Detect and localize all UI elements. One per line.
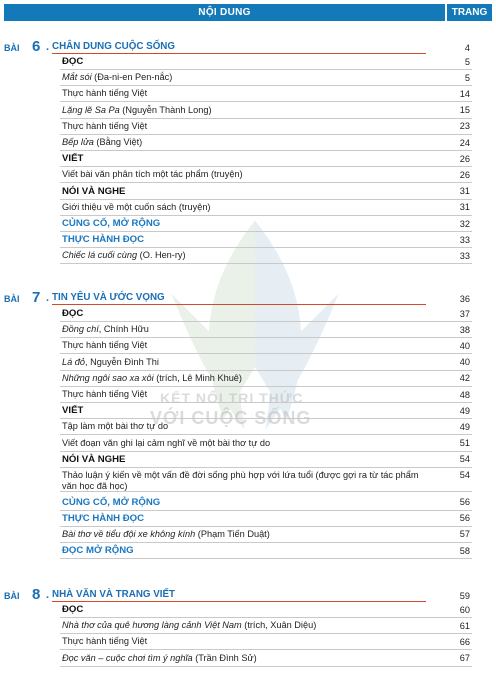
lesson-heading[interactable] xyxy=(4,36,472,54)
lesson-page-number: 59 xyxy=(459,591,470,601)
header-page-label: TRANG xyxy=(447,4,492,21)
toc-entry-row[interactable] xyxy=(60,371,472,387)
toc-section-row[interactable] xyxy=(60,602,472,618)
entry-detail: Thực hành tiếng Việt xyxy=(62,120,148,131)
lesson-title: TIN YÊU VÀ ƯỚC VỌNG xyxy=(52,292,426,305)
toc-entry-row[interactable] xyxy=(60,248,472,264)
toc-page-number: 57 xyxy=(459,529,470,540)
work-title: Đọc văn – cuộc chơi tìm ý nghĩa xyxy=(62,652,193,663)
entry-detail: , Nguyễn Đình Thi xyxy=(85,356,159,367)
toc-page-number: 37 xyxy=(459,308,470,319)
toc-page-number: 5 xyxy=(464,56,470,67)
watermark-line-1: KẾT NỐI TRI THỨC xyxy=(160,390,304,406)
lesson-number-dot: . xyxy=(46,41,50,53)
toc-entry-title: THỰC HÀNH ĐỌC xyxy=(62,512,145,524)
toc-entry-title: ĐỌC xyxy=(62,308,84,319)
toc-entry-title: THỰC HÀNH ĐỌC xyxy=(62,234,145,246)
toc-entry-title: NÓI VÀ NGHE xyxy=(62,453,126,465)
toc-entry-row[interactable] xyxy=(60,135,472,151)
toc-entry-title xyxy=(60,421,432,432)
toc-page-number: 33 xyxy=(459,234,470,245)
toc-section-row[interactable] xyxy=(60,151,472,167)
toc-entry-row[interactable] xyxy=(60,355,472,371)
toc-entry-title xyxy=(60,620,432,631)
toc-page-number: 40 xyxy=(459,340,470,351)
toc-entry-row[interactable] xyxy=(60,103,472,119)
toc-entry-title xyxy=(60,105,432,116)
toc-entry-row[interactable] xyxy=(60,322,472,338)
toc-entry-row[interactable] xyxy=(60,338,472,354)
toc-entry-title: ĐỌC MỞ RỘNG xyxy=(62,545,134,557)
toc-section-row[interactable] xyxy=(60,495,472,511)
toc-entry-title xyxy=(60,137,432,148)
toc-page-number: 66 xyxy=(459,636,470,647)
toc-entry-row[interactable] xyxy=(60,651,472,667)
toc-entry-row[interactable] xyxy=(60,167,472,183)
entry-detail: Tập làm một bài thơ tự do xyxy=(62,421,169,432)
work-title: Mắt sói xyxy=(62,72,92,83)
toc-entry-title xyxy=(60,121,432,132)
toc-entry-title: CỦNG CỐ, MỞ RỘNG xyxy=(62,496,161,508)
toc-page-number: 32 xyxy=(459,218,470,229)
lesson-label: BÀI xyxy=(4,43,20,53)
work-title: Lặng lẽ Sa Pa xyxy=(62,104,120,115)
toc-section-row[interactable] xyxy=(60,543,472,559)
toc-entry-row[interactable] xyxy=(60,70,472,86)
toc-entry-title xyxy=(60,389,432,400)
toc-entry-title: CỦNG CỐ, MỞ RỘNG xyxy=(62,218,161,229)
toc-entry-row[interactable] xyxy=(60,86,472,102)
toc-entry-title: ĐỌC xyxy=(62,604,84,615)
toc-page-number: 31 xyxy=(459,186,470,197)
entry-detail: , Chính Hữu xyxy=(98,324,149,335)
toc-page-number: 54 xyxy=(459,470,470,480)
toc-entry-row[interactable] xyxy=(60,527,472,543)
entry-detail: Thực hành tiếng Việt xyxy=(62,340,148,351)
entry-detail: Viết bài văn phân tích một tác phẩm (truyện) xyxy=(62,169,243,180)
toc-entry-row[interactable] xyxy=(60,468,472,492)
lesson-title: CHÂN DUNG CUỘC SỐNG xyxy=(52,41,426,54)
toc-entry-title xyxy=(60,340,432,351)
toc-section-row[interactable] xyxy=(60,184,472,200)
entry-detail: (O. Hen-ry) xyxy=(137,250,186,261)
toc-page-number: 24 xyxy=(459,137,470,148)
entry-detail: Thực hành tiếng Việt xyxy=(62,636,148,647)
toc-page-number: 49 xyxy=(459,421,470,432)
toc-page-number: 67 xyxy=(459,653,470,664)
toc-page-number: 40 xyxy=(459,357,470,368)
toc-page-number: 31 xyxy=(459,202,470,213)
toc-page-number: 56 xyxy=(459,497,470,507)
toc-section-row[interactable] xyxy=(60,403,472,419)
lesson-page-number: 4 xyxy=(464,43,470,53)
header-content-label: NỘI DUNG xyxy=(4,4,445,21)
entry-detail: (Bằng Việt) xyxy=(93,137,143,147)
toc-entry-title xyxy=(60,529,432,540)
entry-detail: Giới thiệu về một cuốn sách (truyện) xyxy=(62,201,211,212)
toc-page-number: 49 xyxy=(459,405,470,416)
toc-page-number: 26 xyxy=(459,153,470,164)
toc-entry-title xyxy=(60,470,432,492)
watermark-line-2: VỚI CUỘC SỐNG xyxy=(150,408,312,428)
toc-page-number: 38 xyxy=(459,324,470,335)
toc-entry-title xyxy=(60,636,432,647)
entry-detail: (Phạm Tiến Duật) xyxy=(195,528,270,539)
toc-page-number: 15 xyxy=(459,105,470,116)
lesson-heading[interactable] xyxy=(4,584,472,602)
toc-entry-row[interactable] xyxy=(60,618,472,634)
toc-entry-title xyxy=(60,438,432,449)
toc-page-number: 61 xyxy=(459,620,470,631)
lesson-label: BÀI xyxy=(4,294,20,304)
toc-entry-title xyxy=(60,88,432,99)
toc-entry-row[interactable] xyxy=(60,200,472,216)
toc-entry-title xyxy=(60,357,432,368)
toc-entry-title: NÓI VÀ NGHE xyxy=(62,185,126,197)
toc-page-number: 51 xyxy=(459,438,470,449)
lesson-heading[interactable] xyxy=(4,287,472,305)
toc-entry-row[interactable] xyxy=(60,436,472,452)
toc-entry-title xyxy=(60,169,432,180)
toc-entry-title xyxy=(60,202,432,213)
toc-page-number: 14 xyxy=(459,88,470,99)
lesson-page-number: 36 xyxy=(459,294,470,304)
toc-section-row[interactable] xyxy=(60,306,472,322)
work-title: Những ngôi sao xa xôi xyxy=(62,372,154,383)
toc-entry-row[interactable] xyxy=(60,387,472,403)
work-title: Bếp lửa xyxy=(62,137,94,147)
entry-detail: (Trần Đình Sử) xyxy=(192,652,257,663)
toc-page-number: 54 xyxy=(459,454,470,465)
toc-entry-row[interactable] xyxy=(60,419,472,435)
toc-entry-title xyxy=(60,250,432,261)
lesson-number: 8 xyxy=(32,586,41,603)
toc-section-row[interactable] xyxy=(60,232,472,248)
entry-detail: Thực hành tiếng Việt xyxy=(62,88,148,99)
entry-detail: Viết đoạn văn ghi lại cảm nghĩ về một bài thơ tự do xyxy=(62,437,271,448)
toc-section-row[interactable] xyxy=(60,511,472,527)
lesson-label: BÀI xyxy=(4,591,20,601)
toc-page-number: 56 xyxy=(459,513,470,524)
toc-page-number: 33 xyxy=(459,250,470,261)
toc-page-number: 48 xyxy=(459,389,470,400)
work-title: Bài thơ về tiểu đội xe không kính xyxy=(62,528,196,539)
entry-detail: (trích, Lê Minh Khuê) xyxy=(153,372,242,383)
toc-page-number: 26 xyxy=(459,169,470,180)
toc-section-row[interactable] xyxy=(60,452,472,468)
lesson-number-dot: . xyxy=(46,292,50,304)
toc-entry-title xyxy=(60,653,432,664)
toc-entry-row[interactable] xyxy=(60,634,472,650)
toc-section-row[interactable] xyxy=(60,216,472,232)
toc-entry-title xyxy=(60,72,432,83)
toc-page-number: 23 xyxy=(459,121,470,132)
entry-detail: Thực hành tiếng Việt xyxy=(62,389,148,399)
toc-page-number: 5 xyxy=(464,72,470,83)
toc-page-number: 58 xyxy=(459,545,470,556)
toc-page-number: 42 xyxy=(459,373,470,384)
work-title: Nhà thơ của quê hương làng cảnh Việt Nam xyxy=(62,620,242,631)
lesson-title: NHÀ VĂN VÀ TRANG VIẾT xyxy=(52,589,426,602)
lesson-number-dot: . xyxy=(46,589,50,601)
lesson-number: 6 xyxy=(32,38,41,55)
toc-section-row[interactable] xyxy=(60,54,472,70)
lesson-number: 7 xyxy=(32,289,41,306)
entry-detail: (Nguyễn Thành Long) xyxy=(119,104,212,115)
toc-entry-title xyxy=(60,373,432,384)
toc-entry-row[interactable] xyxy=(60,119,472,135)
toc-entry-title: VIẾT xyxy=(62,153,84,165)
entry-detail: Thảo luận ý kiến về một vấn đề đời sống phù hợp với lứa tuổi (được gợi ra từ tác phẩm văn học đã học) xyxy=(62,470,419,491)
work-title: Chiếc lá cuối cùng xyxy=(62,250,138,261)
work-title: Lá đỏ xyxy=(62,356,85,367)
toc-page-number: 60 xyxy=(459,604,470,615)
toc-header xyxy=(4,4,492,21)
toc-entry-title: VIẾT xyxy=(62,405,84,417)
entry-detail: (trích, Xuân Diệu) xyxy=(241,620,317,631)
entry-detail: (Đa-ni-en Pen-nắc) xyxy=(91,72,173,83)
toc-entry-title: ĐỌC xyxy=(62,56,84,67)
work-title: Đồng chí xyxy=(62,324,99,335)
toc-entry-title xyxy=(60,324,432,335)
